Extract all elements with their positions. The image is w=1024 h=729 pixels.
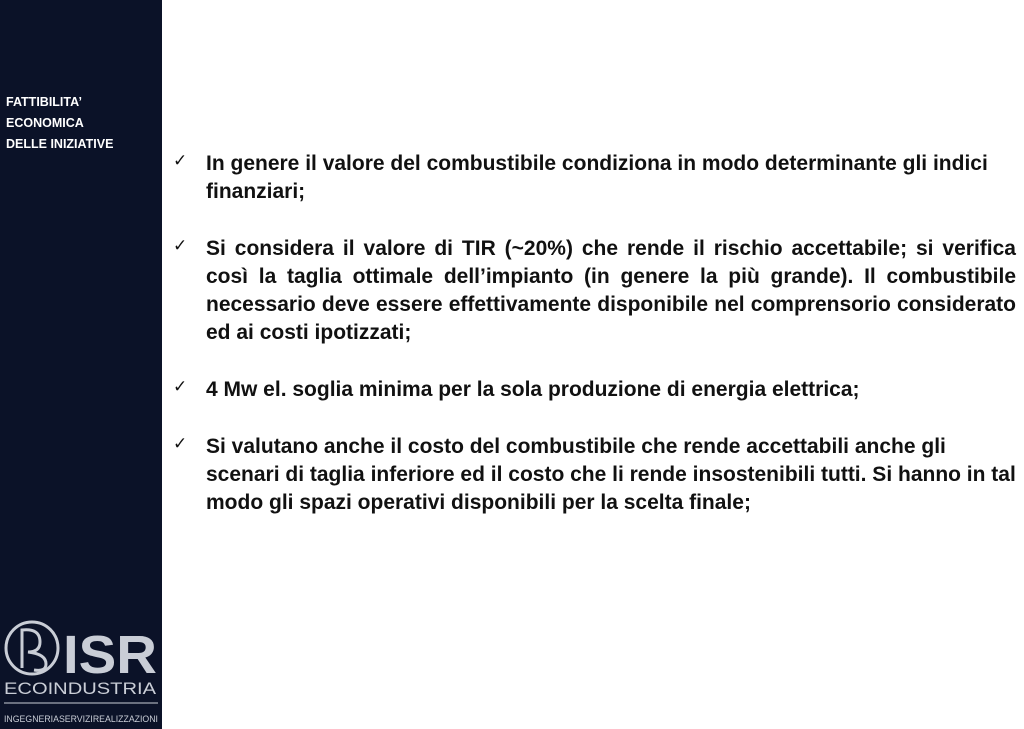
- isr-logo: [0, 612, 162, 729]
- bullet-item: [168, 235, 1016, 347]
- bullet-item: [168, 433, 1016, 517]
- check-icon: ✓: [173, 236, 188, 256]
- check-icon: ✓: [173, 377, 188, 397]
- check-icon: ✓: [173, 151, 188, 171]
- content-area: [168, 150, 1016, 546]
- sidebar: [0, 0, 162, 729]
- logo-brand-text: ISR: [63, 625, 157, 685]
- section-title-line-2: ECONOMICA: [6, 116, 84, 130]
- bullet-text: Si considera il valore di TIR (~20%) che rende il rischio accettabile; si verifica così la taglia ottimale dell’impianto (in genere la più grande). Il combustibile necessario deve essere effettivamente disponibile nel comprensorio considerato ed ai costi ipotizzati;: [206, 237, 1016, 344]
- bullet-item: [168, 376, 1016, 404]
- check-icon: ✓: [173, 434, 188, 454]
- logo-sub-text: ECOINDUSTRIA: [4, 679, 157, 698]
- bullet-item: [168, 150, 1016, 206]
- logo-emblem-mark: [22, 630, 46, 671]
- isr-logo-graphic: [0, 612, 162, 729]
- bullet-text: Si valutano anche il costo del combustibile che rende accettabili anche gli scenari di taglia inferiore ed il costo che li rende insostenibili tutti. Si hanno in tal modo gli spazi operativi disponibili per la scelta finale;: [206, 435, 1016, 514]
- section-title: [6, 92, 156, 155]
- bullet-text: In genere il valore del combustibile condiziona in modo determinante gli indici finanziari;: [206, 152, 988, 203]
- section-title-line-3: DELLE INIZIATIVE: [6, 137, 114, 151]
- bullet-text: 4 Mw el. soglia minima per la sola produzione di energia elettrica;: [206, 378, 860, 401]
- section-title-line-1: FATTIBILITA’: [6, 95, 82, 109]
- logo-tagline-text: INGEGNERIASERVIZIREALIZZAZIONI: [4, 714, 158, 724]
